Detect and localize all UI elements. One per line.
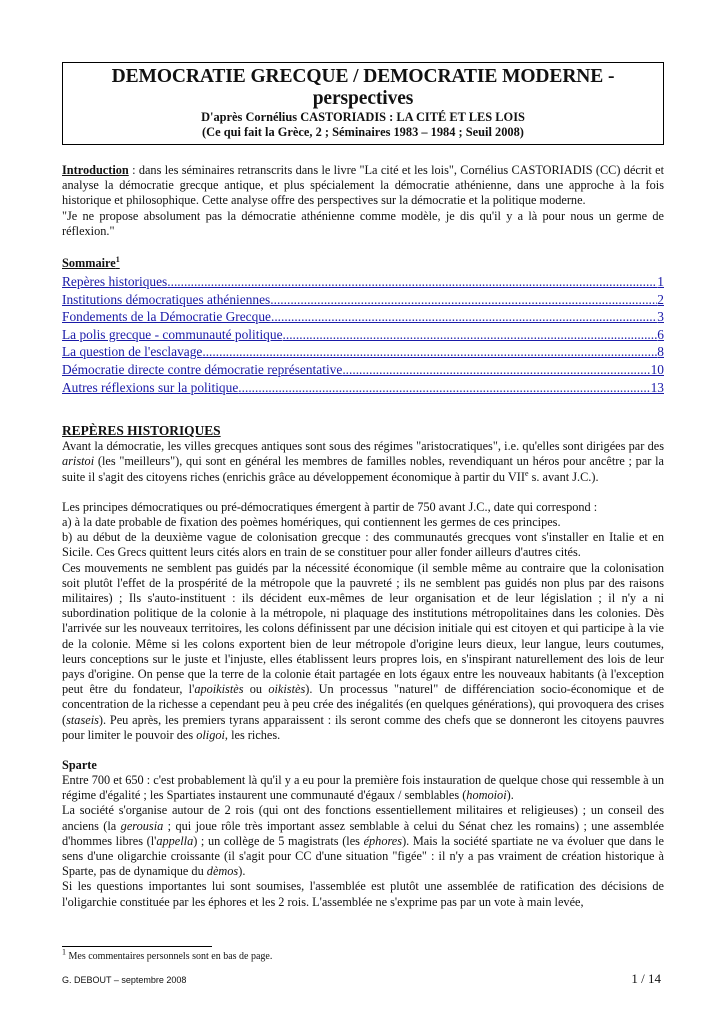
toc-dot-leader — [283, 326, 658, 344]
toc-link-autres-reflexions[interactable] — [62, 379, 664, 397]
italic-term: staseis — [66, 712, 99, 727]
text-run: ; qui joue rôle très important assez semblable à celui du Sénat chez les romains) ; une assemblée d'hommes libres (l' — [62, 818, 664, 848]
page-content — [62, 62, 664, 910]
italic-term: oligoi — [196, 727, 225, 742]
text-run: , les riches. — [224, 727, 281, 742]
introduction-paragraph — [62, 163, 664, 209]
toc-link-label: Repères historiques — [62, 274, 168, 290]
toc-page-number: 1 — [657, 274, 664, 290]
toc-dot-leader — [167, 273, 657, 291]
toc-dot-leader — [202, 343, 657, 361]
italic-term: aristoi — [62, 454, 95, 469]
reperes-paragraph-2-line-1: Les principes démocratiques ou pré-démocratiques émergent à partir de 750 avant J.C., date qui correspond : — [62, 499, 598, 514]
sommaire-label: Sommaire — [62, 256, 116, 271]
sparte-paragraph-2 — [62, 803, 664, 879]
text-run: ou — [243, 682, 269, 697]
italic-term: apoikistès — [194, 682, 244, 697]
toc-link-label: Fondements de la Démocratie Grecque — [62, 309, 271, 325]
toc-link-label: Autres réflexions sur la politique — [62, 379, 239, 395]
section-heading-reperes: REPÈRES HISTORIQUES — [62, 423, 221, 439]
toc-link-label: La polis grecque - communauté politique — [62, 326, 283, 342]
text-run: ). Peu après, les premiers tyrans apparaissent : ils seront comme des chefs que se donneront les citoyens pauvres pour limiter le pouvoir des — [62, 712, 664, 742]
table-of-contents — [62, 273, 664, 396]
toc-page-number: 13 — [650, 379, 664, 395]
introduction-quote: "Je ne propose absolument pas la démocratie athénienne comme modèle, je dis qu'il y a là pour nous un germe de réflexion." — [62, 208, 664, 238]
sommaire-heading — [62, 256, 664, 271]
toc-link-institutions[interactable] — [62, 291, 664, 309]
sparte-paragraph-1 — [62, 773, 664, 803]
toc-link-democratie-directe[interactable] — [62, 361, 664, 379]
italic-term: homoioi — [466, 788, 507, 803]
toc-link-label: La question de l'esclavage — [62, 344, 203, 360]
document-title: DEMOCRATIE GRECQUE / DEMOCRATIE MODERNE - perspectives — [111, 66, 615, 109]
text-run: (les "meilleurs"), qui sont en général les membres de familles nobles, revendiquant un héros pour ancêtre ; par la suite il s'agit des citoyens riches (enrichis grâce au développement économique à partir du VII — [62, 454, 664, 484]
italic-term: éphores — [363, 833, 403, 848]
reperes-paragraph-1 — [62, 439, 664, 485]
text-run: ) ; un collège de 5 magistrats (les — [193, 833, 364, 848]
toc-link-label: Institutions démocratiques athéniennes — [62, 291, 271, 307]
title-box — [62, 62, 664, 145]
footnote-mark: 1 — [62, 947, 66, 957]
reperes-paragraph-2-point-a: a) à la date probable de fixation des poèmes homériques, qui contiennent les germes de ces principes. — [62, 514, 561, 529]
text-run: La société s'organise autour de 2 rois (qui ont des fonctions essentiellement militaires et religieuses) ; un conseil des anciens (la — [62, 803, 664, 833]
text-run: ). — [238, 864, 246, 879]
toc-dot-leader — [271, 308, 657, 326]
toc-page-number: 3 — [657, 309, 664, 325]
paragraph-gap — [62, 485, 664, 500]
toc-dot-leader — [238, 379, 650, 397]
italic-term: dèmos — [206, 864, 239, 879]
text-run: ). Mais la société spartiate ne va évoluer que dans le sens d'une oligarchie croissante (il s'agit pour CC d'une situation "figée" : il n'y a pas vraiment de création historique à Sparte, pas de dynamique du — [62, 833, 664, 879]
italic-term: oikistès — [268, 682, 306, 697]
toc-link-esclavage[interactable] — [62, 343, 664, 361]
toc-dot-leader — [270, 291, 657, 309]
toc-page-number: 10 — [650, 361, 664, 377]
footer-author-date: G. DEBOUT – septembre 2008 — [62, 975, 187, 985]
text-run: s. avant J.C.). — [528, 469, 599, 484]
toc-page-number: 6 — [657, 326, 664, 342]
italic-term: gerousia — [120, 818, 164, 833]
introduction-label: Introduction — [62, 163, 129, 177]
sommaire-footnote-mark: 1 — [115, 254, 120, 264]
italic-term: appella — [156, 833, 194, 848]
document-subtitle-source: D'après Cornélius CASTORIADIS : LA CITÉ ET LES LOIS — [201, 110, 525, 124]
footnote-text: Mes commentaires personnels sont en bas de page. — [66, 951, 273, 962]
reperes-paragraph-2-point-b: b) au début de la deuxième vague de colonisation grecque : des communautés grecques vont s'installer en Italie et en Sicile. Ces Grecs quittent leurs cités alors en train de se constituer pour aller fonder ailleurs d'autres cités. — [62, 530, 664, 560]
toc-link-fondements[interactable] — [62, 308, 664, 326]
reperes-paragraph-3 — [62, 561, 664, 743]
text-run: Avant la démocratie, les villes grecques antiques sont sous des régimes "aristocratiques", i.e. qu'elles sont dirigées par des — [62, 439, 664, 454]
footnote-separator — [62, 946, 212, 947]
subsection-heading-sparte: Sparte — [62, 758, 97, 773]
text-run: ). — [506, 788, 514, 803]
toc-link-polis-grecque[interactable] — [62, 326, 664, 344]
toc-page-number: 8 — [657, 344, 664, 360]
footer-page-number: 1 / 14 — [631, 971, 661, 986]
text-run: Ces mouvements ne semblent pas guidés par la nécessité économique (il semble même au contraire que la colonisation soit plutôt l'effet de la prospérité de la métropole que la pauvreté ; ils ne semblent pas guidés non plus par des raisons militaires) ; Ils s'auto-instituent : ils décident eux-mêmes de leur organisation et de leur législation ; il n'y a ni subordination politique de la colonie à la métropole, ni plaquage des institutions métropolitaines dans les colonies. Dès l'arrivée sur les nouveaux territoires, les colons définissent par une décision initiale qui est citoyen et qui participe à la vie de la colonie. Même si les colons exportent bien de leur métropole d'origine leurs dieux, leur langue, leurs coutumes, leurs conceptions sur le juste et l'injuste, elles établissent leurs propres lois, en s'inspirant naturellement des lois de leur pays d'origine. On pense que la terre de la colonie était partagée en lots égaux entre les nouveaux habitants (à l'exception peut être du fondateur, l' — [62, 560, 664, 697]
toc-page-number: 2 — [657, 291, 664, 307]
document-subtitle-reference: (Ce qui fait la Grèce, 2 ; Séminaires 1983 – 1984 ; Seuil 2008) — [202, 125, 524, 139]
toc-dot-leader — [342, 361, 650, 379]
footnote — [62, 947, 273, 963]
sparte-paragraph-3: Si les questions importantes lui sont soumises, l'assemblée est plutôt une assemblée de ratification des décisions de l'oligarchie constituée par les éphores et les 2 rois. L'assemblée ne s'exprime pas par un vote à main levée, — [62, 879, 664, 909]
superscript: e — [524, 468, 529, 478]
toc-link-label: Démocratie directe contre démocratie représentative — [62, 361, 343, 377]
toc-link-reperes-historiques[interactable] — [62, 273, 664, 291]
introduction-text: : dans les séminaires retranscrits dans le livre "La cité et les lois", Cornélius CASTORIADIS (CC) décrit et analyse la démocratie grecque antique, et plus spécialement la démocratie athénienne, dans une approche à la fois historique et philosophique. Cette analyse offre des perspectives sur la démocratie et la politique moderne. — [62, 163, 664, 208]
text-run: ). Un processus "naturel" de différenciation socio-économique et de concentration de la richesse a cependant peu à peu crée des inégalités (en quelques générations), qui provoquera des crises ( — [62, 682, 664, 727]
text-run: Entre 700 et 650 : c'est probablement là qu'il y a eu pour la première fois instauration de quelque chose qui ressemble à un régime d'égalité ; les Spartiates instaurent une communauté d'égaux / semblables ( — [62, 773, 664, 803]
